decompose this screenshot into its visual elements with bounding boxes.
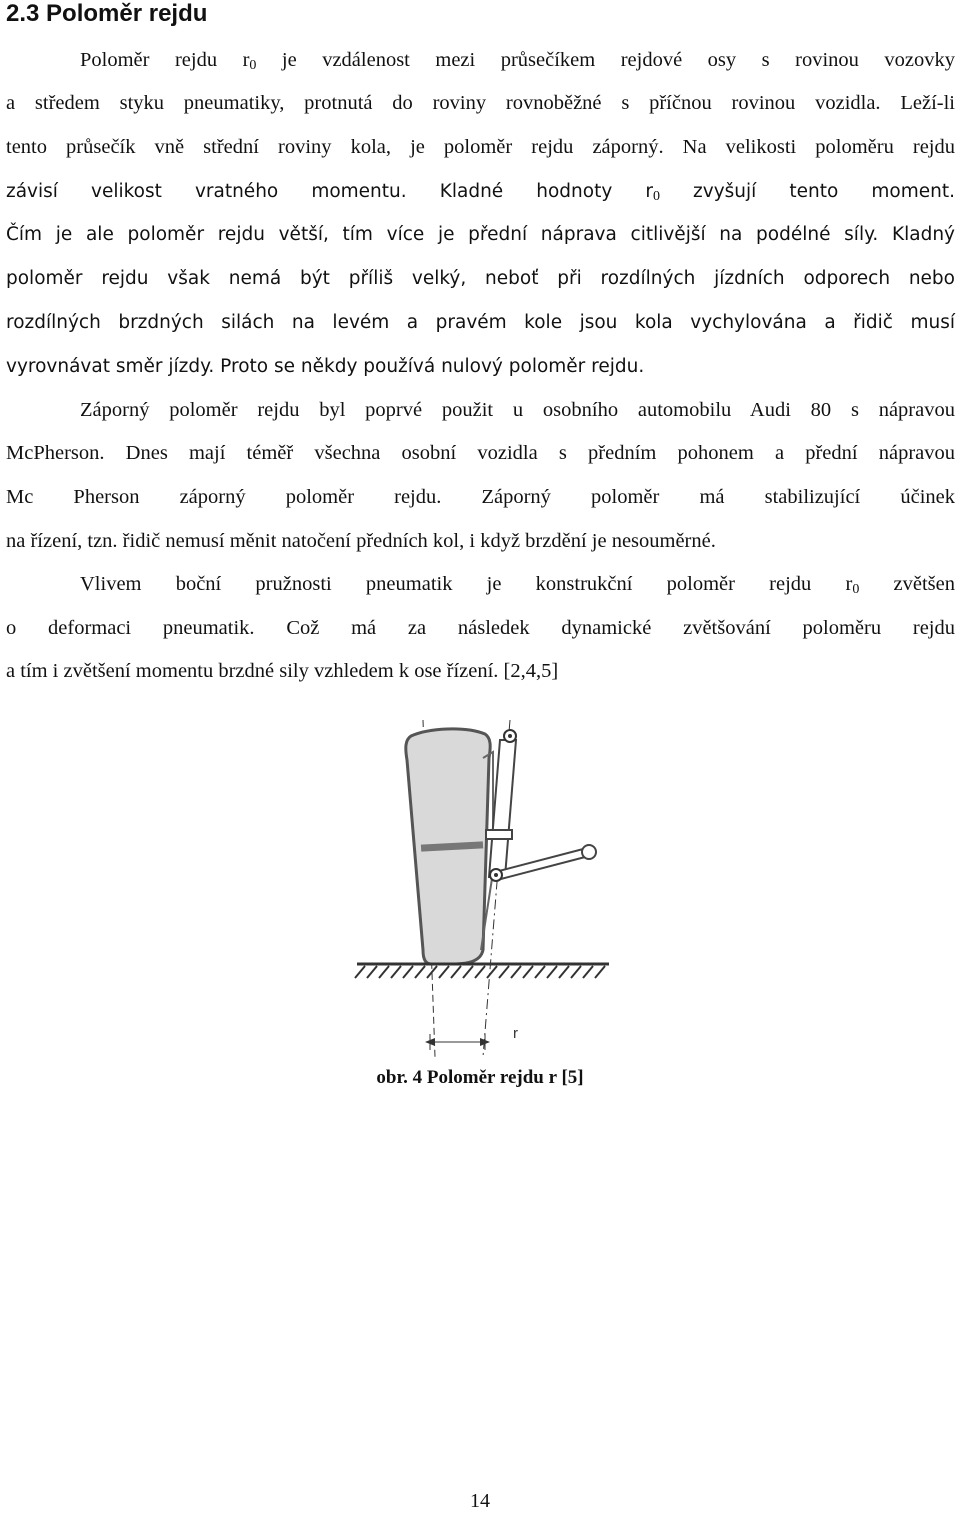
paragraph-line: Vlivem boční pružnosti pneumatik je konstrukční poloměr rejdu $r_0$ zvětšen [80, 573, 955, 597]
ball-joint-center [494, 873, 498, 877]
paragraph-line: rozdílných brzdných silách na levém a pravém kole jsou kola vychylována a řidič musí [6, 312, 955, 333]
hatch-stroke [403, 966, 413, 978]
paragraph-line: o deformaci pneumatik. Což má za následek dynamické zvětšování poloměru rejdu [6, 617, 955, 639]
lower-control-arm [495, 848, 589, 880]
scrub-radius-diagram [345, 712, 615, 1064]
paragraph-line: tento průsečík vně střední roviny kola, je poloměr rejdu záporný. Na velikosti poloměru rejdu [6, 136, 955, 158]
hatch-stroke [475, 966, 485, 978]
page-number: 14 [470, 1490, 490, 1512]
dimension-label: r [513, 1025, 518, 1042]
paragraph-line: poloměr rejdu však nemá být příliš velký, neboť při rozdílných jízdních odporech nebo [6, 268, 955, 289]
paragraph-line: Poloměr rejdu $r_0$ je vzdálenost mezi průsečíkem rejdové osy s rovinou vozovky [80, 49, 955, 73]
hatch-stroke [367, 966, 377, 978]
section-heading: 2.3 Poloměr rejdu [6, 0, 208, 27]
hatch-stroke [523, 966, 533, 978]
hatch-stroke [571, 966, 581, 978]
paragraph-line: Čím je ale poloměr rejdu větší, tím více je přední náprava citlivější na podélné síly. Kladný [6, 224, 955, 245]
hatch-stroke [499, 966, 509, 978]
paragraph-line: na řízení, tzn. řidič nemusí měnit natočení předních kol, i když brzdění je nesouměrné. [6, 530, 716, 552]
hatch-stroke [439, 966, 449, 978]
hatch-stroke [415, 966, 425, 978]
hatch-stroke [379, 966, 389, 978]
hatch-stroke [547, 966, 557, 978]
paragraph-line: a tím i zvětšení momentu brzdné sily vzhledem k ose řízení. [2,4,5] [6, 660, 559, 682]
hatch-stroke [391, 966, 401, 978]
top-mount-center [508, 734, 512, 738]
hatch-stroke [535, 966, 545, 978]
paragraph-line: McPherson. Dnes mají téměř všechna osobní vozidla s předním pohonem a přední nápravou [6, 442, 955, 464]
strut-clamp [486, 830, 512, 839]
paragraph-line: a středem styku pneumatiky, protnutá do roviny rovnoběžné s příčnou rovinou vozidla. Leží-li [6, 92, 955, 114]
hatch-stroke [595, 966, 605, 978]
paragraph-line: Záporný poloměr rejdu byl poprvé použit u osobního automobilu Audi 80 s nápravou [80, 399, 955, 421]
inner-pivot-joint [582, 845, 596, 859]
hatch-stroke [463, 966, 473, 978]
figure-caption: obr. 4 Poloměr rejdu r [5] [376, 1067, 584, 1088]
road-hatching [355, 966, 605, 978]
hatch-stroke [511, 966, 521, 978]
hatch-stroke [559, 966, 569, 978]
hatch-stroke [583, 966, 593, 978]
hatch-stroke [355, 966, 365, 978]
hatch-stroke [487, 966, 497, 978]
hatch-stroke [451, 966, 461, 978]
paragraph-line: Mc Pherson záporný poloměr rejdu. Záporný poloměr má stabilizující účinek [6, 486, 955, 508]
paragraph-line: vyrovnávat směr jízdy. Proto se někdy používá nulový poloměr rejdu. [6, 356, 645, 377]
paragraph-line: závisí velikost vratného momentu. Kladné hodnoty $r_0$ zvyšují tento moment. [6, 181, 955, 204]
